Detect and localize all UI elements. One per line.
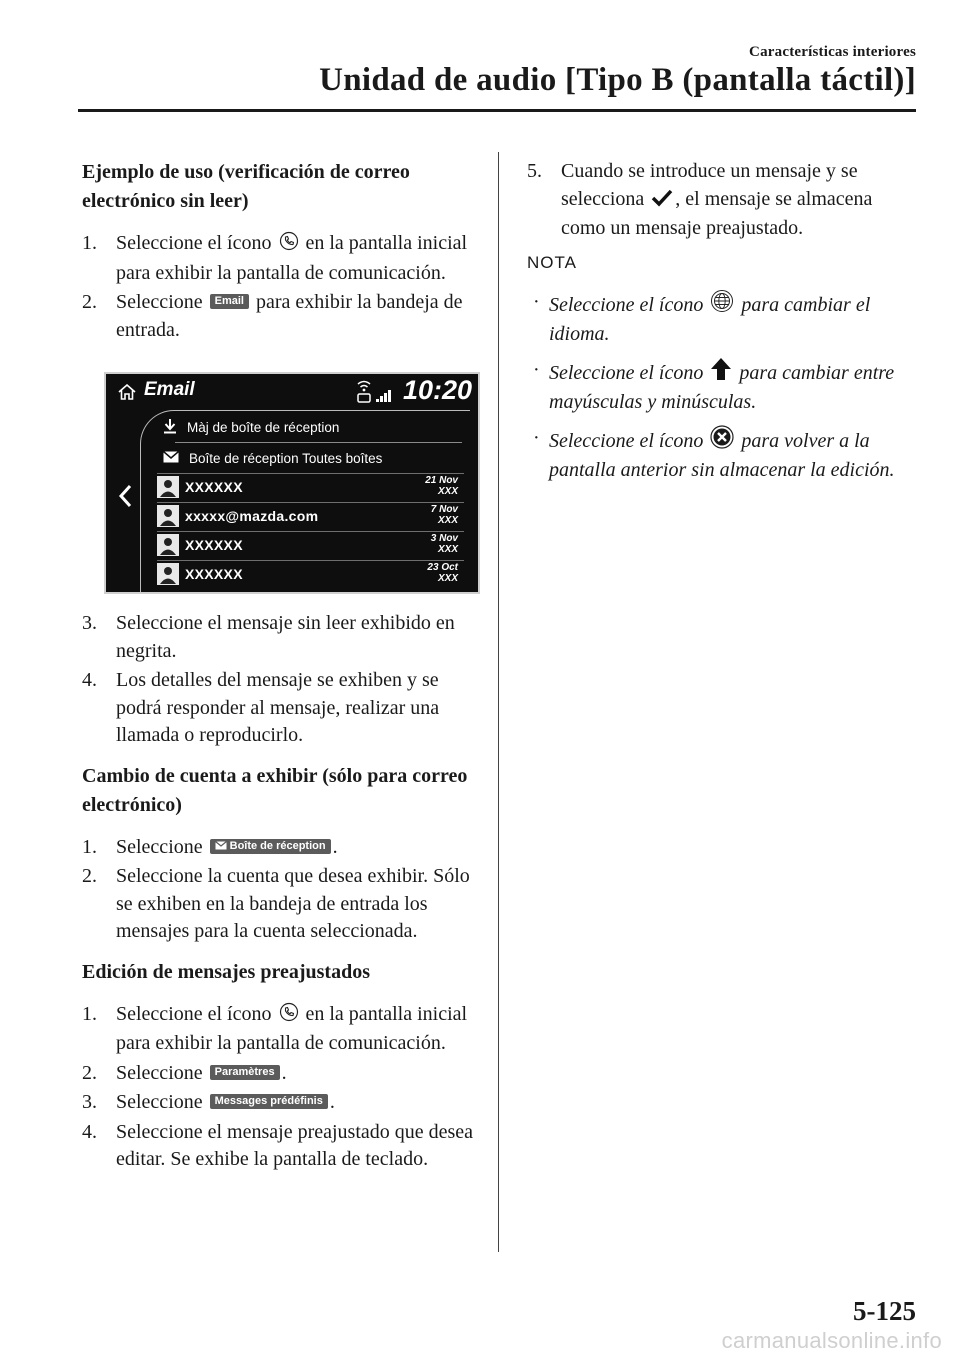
- checkmark-icon: [651, 188, 673, 216]
- page-title: Unidad de audio [Tipo B (pantalla táctil)]: [319, 62, 916, 98]
- steps-check-email: [82, 230, 482, 344]
- section-header: Características interiores: [749, 44, 916, 60]
- note-1: · Seleccione el ícono para cambiar el idioma.: [533, 290, 871, 345]
- step-5: 5. Cuando se introduce un mensaje y se selecciona , el mensaje se almacena como un mensaje preajustado.: [527, 160, 873, 239]
- screen-top-bar: [106, 374, 478, 410]
- preset-messages-button[interactable]: Messages prédéfinis: [210, 1094, 328, 1109]
- shift-arrow-icon: [710, 357, 732, 390]
- step-4: 4. Seleccione el mensaje preajustado que desea editar. Se exhibe la pantalla de teclado.: [82, 1120, 474, 1170]
- signal-status-icon: [352, 378, 392, 411]
- settings-button[interactable]: Paramètres: [210, 1065, 280, 1080]
- inbox-panel: [140, 410, 470, 594]
- heading-edit-preset-messages: Edición de mensajes preajustados: [82, 960, 370, 983]
- contact-avatar-icon: [157, 505, 179, 527]
- cancel-x-icon: [710, 425, 734, 458]
- left-column: [82, 158, 482, 1186]
- phone-icon: [279, 1002, 299, 1031]
- mail-row[interactable]: XXXXXX 21 Nov XXX: [157, 473, 464, 500]
- step-4: 4. Los detalles del mensaje se exhiben y se podrá responder al mensaje, realizar una llamada o reproducirlo.: [82, 669, 440, 746]
- separator: [175, 442, 462, 443]
- inbox-all-row[interactable]: Boîte de réception Toutes boîtes: [163, 444, 464, 472]
- contact-avatar-icon: [157, 476, 179, 498]
- clock: 10:20: [402, 375, 472, 405]
- mail-date: 3 Nov XXX: [430, 533, 458, 555]
- mail-date: 7 Nov XXX: [430, 504, 458, 526]
- mail-date: 21 Nov XXX: [425, 475, 458, 497]
- column-divider: [498, 152, 499, 1252]
- inbox-button[interactable]: Boîte de réception: [210, 839, 331, 854]
- contact-avatar-icon: [157, 534, 179, 556]
- note-2: · Seleccione el ícono para cambiar entre mayúsculas y minúsculas.: [533, 358, 895, 413]
- heading-change-account: Cambio de cuenta a exhibir (sólo para correo electrónico): [82, 764, 468, 816]
- download-icon: [163, 418, 177, 437]
- page-number: 5-125: [853, 1296, 916, 1326]
- back-chevron-icon[interactable]: [118, 484, 132, 513]
- right-column: [527, 158, 917, 493]
- steps-check-email-cont: [82, 610, 482, 750]
- step-3: 3. Seleccione el mensaje sin leer exhibido en negrita.: [82, 612, 455, 662]
- step-3: 3. Seleccione Messages prédéfinis .: [82, 1091, 335, 1113]
- globe-icon: [710, 289, 734, 322]
- step-2: 2. Seleccione Email para exhibir la bandeja de entrada.: [82, 291, 463, 341]
- email-button[interactable]: Email: [210, 294, 249, 309]
- header-rule: [78, 109, 916, 112]
- mail-row[interactable]: xxxxx@mazda.com 7 Nov XXX: [157, 502, 464, 529]
- envelope-icon: [163, 451, 179, 466]
- heading-check-unread-email: Ejemplo de uso (verificación de correo electrónico sin leer): [82, 161, 410, 212]
- step-1: 1. Seleccione el ícono en la pantalla inicial para exhibir la pantalla de comunicación.: [82, 1002, 468, 1054]
- mail-row[interactable]: XXXXXX 23 Oct XXX: [157, 560, 464, 587]
- steps-edit-preset: [82, 1001, 482, 1174]
- mail-row[interactable]: XXXXXX 3 Nov XXX: [157, 531, 464, 558]
- mail-date: 23 Oct XXX: [427, 562, 458, 584]
- watermark: carmanualsonline.info: [721, 1328, 942, 1353]
- email-inbox-screen: [104, 372, 480, 594]
- steps-change-account: [82, 834, 482, 946]
- note-label: NOTA: [527, 252, 577, 272]
- phone-icon: [279, 231, 299, 260]
- step-1: 1. Seleccione Boîte de réception .: [82, 835, 338, 858]
- envelope-icon: [215, 841, 227, 850]
- screen-title: Email: [144, 379, 195, 400]
- step-1: 1. Seleccione el ícono en la pantalla inicial para exhibir la pantalla de comunicación.: [82, 232, 468, 284]
- step-2: 2. Seleccione la cuenta que desea exhibir. Sólo se exhiben en la bandeja de entrada los mensajes para la cuenta seleccionada.: [82, 865, 470, 942]
- note-3: · Seleccione el ícono para volver a la pantalla anterior sin almacenar la edición.: [533, 426, 895, 481]
- home-icon[interactable]: [118, 384, 136, 405]
- contact-avatar-icon: [157, 563, 179, 585]
- step-2: 2. Seleccione Paramètres .: [82, 1061, 287, 1084]
- update-inbox-row[interactable]: Màj de boîte de réception: [163, 413, 464, 441]
